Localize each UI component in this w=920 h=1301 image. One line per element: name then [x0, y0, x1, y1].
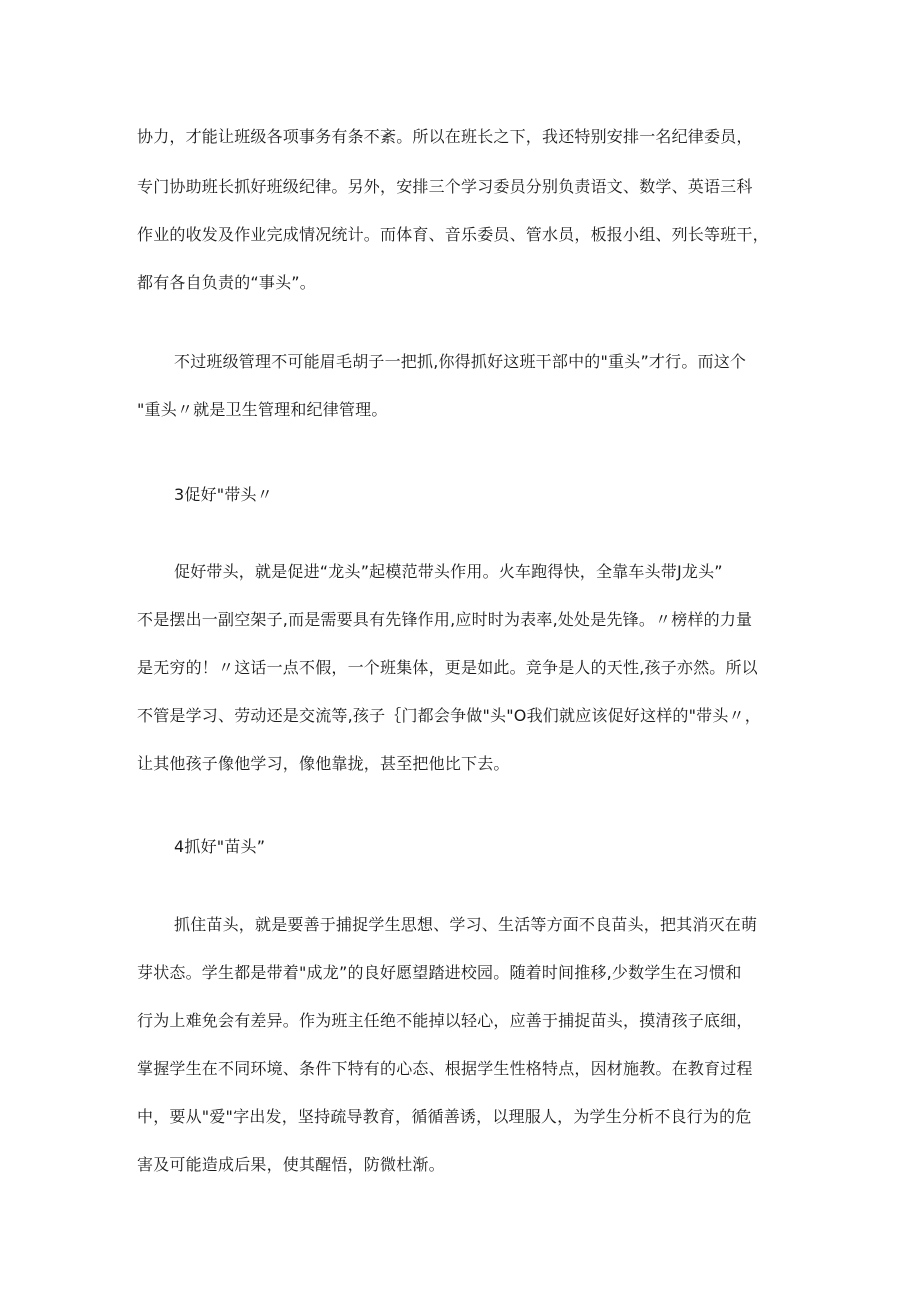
paragraph-3-line-2: 不是摆出一副空架子,而是需要具有先锋作用,应时时为表率,处处是先锋。〃榜样的力量 — [137, 610, 753, 629]
paragraph-4-line-4: 掌握学生在不同环境、条件下特有的心态、根据学生性格特点，因材施教。在教育过程 — [137, 1059, 753, 1078]
paragraph-4-line-1: 抓住苗头，就是要善于捕捉学生思想、学习、生活等方面不良苗头，把其消灭在萌 — [174, 915, 758, 934]
section-heading-4: 4抓好"苗头” — [174, 837, 266, 856]
paragraph-4-line-5: 中，要从"爱"字出发，坚持疏导教育，循循善诱，以理服人，为学生分析不良行为的危 — [137, 1107, 752, 1126]
paragraph-4-line-6: 害及可能造成后果，使其醒悟，防微杜渐。 — [137, 1155, 445, 1174]
paragraph-2-line-2: "重头〃就是卫生管理和纪律管理。 — [137, 400, 388, 419]
paragraph-1-line-2: 专门协助班长抓好班级纪律。另外，安排三个学习委员分别负责语文、数学、英语三科 — [137, 177, 753, 196]
paragraph-1-line-1: 协力，才能让班级各项事务有条不紊。所以在班长之下，我还特别安排一名纪律委员， — [137, 127, 753, 146]
paragraph-4-line-2: 芽状态。学生都是带着"成龙”的良好愿望踏进校园。随着时间推移,少数学生在习惯和 — [137, 963, 742, 982]
paragraph-3-line-1: 促好带头，就是促进“龙头”起模范带头作用。火车跑得快，全靠车头带J龙头” — [174, 562, 723, 581]
section-heading-3: 3促好"带头〃 — [174, 485, 273, 504]
paragraph-4-line-3: 行为上难免会有差异。作为班主任绝不能掉以轻心，应善于捕捉苗头，摸清孩子底细， — [137, 1011, 753, 1030]
paragraph-3-line-5: 让其他孩子像他学习，像他靠拢，甚至把他比下去。 — [137, 754, 510, 773]
paragraph-3-line-4: 不管是学习、劳动还是交流等,孩子｛门都会争做"头"O我们就应该促好这样的"带头〃， — [137, 706, 761, 725]
paragraph-1-line-3: 作业的收发及作业完成情况统计。而体育、音乐委员、管水员，板报小组、列长等班干， — [137, 225, 769, 244]
paragraph-2-line-1: 不过班级管理不可能眉毛胡子一把抓,你得抓好这班干部中的"重头”才行。而这个 — [174, 352, 747, 371]
paragraph-3-line-3: 是无穷的！〃这话一点不假，一个班集体，更是如此。竞争是人的天性,孩子亦然。所以 — [137, 658, 758, 677]
paragraph-1-line-4: 都有各自负责的“事头”。 — [137, 273, 316, 292]
